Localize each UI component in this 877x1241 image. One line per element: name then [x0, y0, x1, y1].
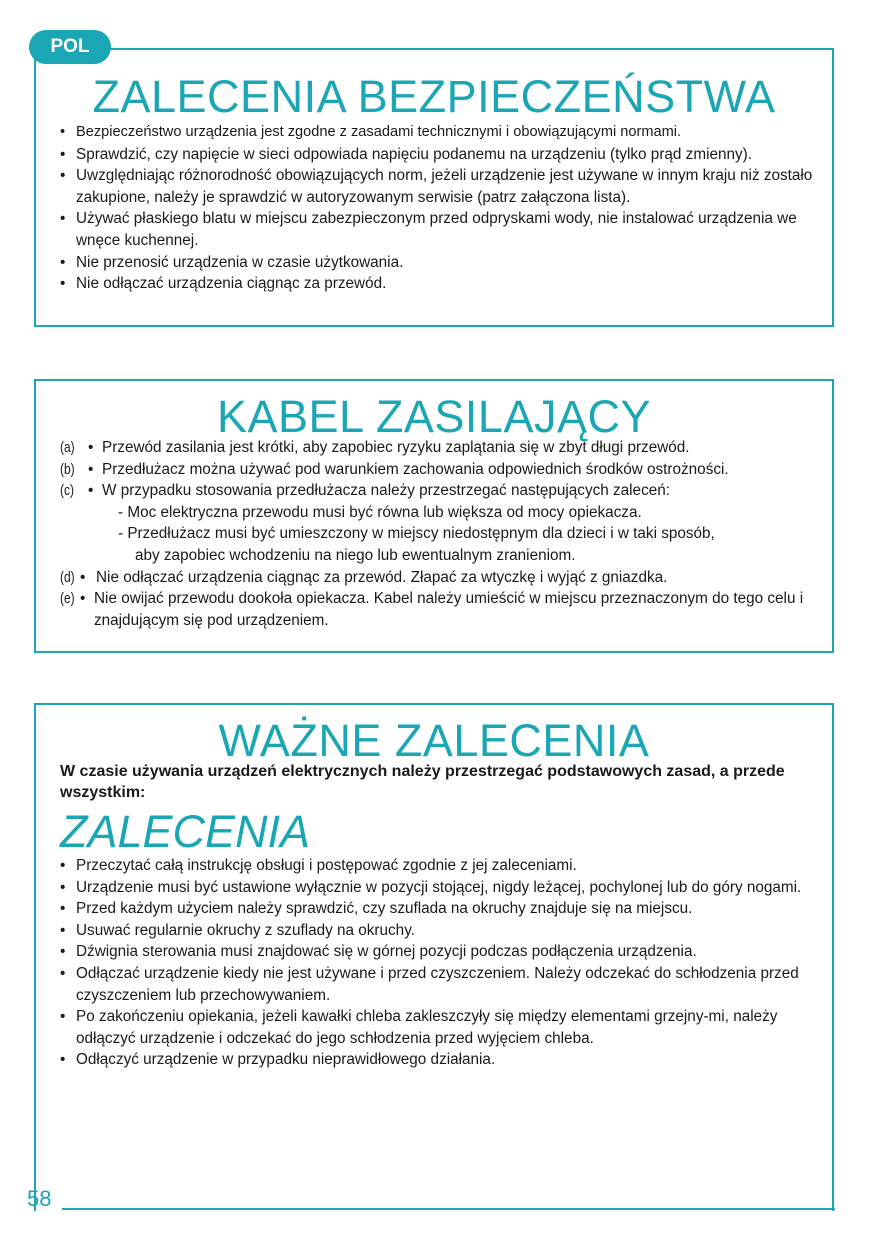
item-label: (d) [60, 568, 75, 586]
item-text: Nie owijać przewodu dookoła opiekacza. Kabel należy umieścić w miejscu przeznaczonym do tego celu i znajdującym się pod urządzeniem. [94, 590, 804, 629]
page-number: 58 [27, 1186, 52, 1211]
list-item: • Dźwignia sterowania musi znajdować się w górnej pozycji podczas podłączenia urządzenia. [60, 941, 830, 963]
list-item [60, 567, 830, 589]
list-item: • Przed każdym użyciem należy sprawdzić, czy szuflada na okruchy znajduje się na miejscu. [60, 898, 830, 920]
important-intro: W czasie używania urządzeń elektrycznych należy przestrzegać podstawowych zasad, a przede wszystkim: [60, 763, 785, 801]
list-subitem: - Moc elektryczna przewodu musi być równa lub większa od mocy opiekacza. [118, 503, 642, 521]
language-badge: POL [29, 30, 111, 64]
important-list [60, 855, 830, 1071]
list-item: • Używać płaskiego blatu w miejscu zabezpieczonym przed odpryskami wody, nie instalować urządzenia we wnęce kuchennej. [60, 208, 825, 251]
bullet: • [88, 439, 94, 456]
list-item [60, 480, 830, 502]
list-item: • Przeczytać całą instrukcję obsługi i postępować zgodnie z jej zaleceniami. [60, 855, 830, 877]
item-text: W przypadku stosowania przedłużacza należy przestrzegać następujących zaleceń: [102, 482, 670, 500]
important-title: WAŻNE ZALECENIA [218, 715, 650, 766]
list-subitem: aby zapobiec wchodzeniu na niego lub ewentualnym zranieniom. [135, 546, 576, 564]
safety-title: ZALECENIA BEZPIECZEŃSTWA [92, 71, 776, 122]
list-item: • Odłączać urządzenie kiedy nie jest używane i przed czyszczeniem. Należy odczekać do schłodzenia przed czyszczeniem lub przechowywaniem. [60, 963, 830, 1006]
item-text: Przewód zasilania jest krótki, aby zapobiec ryzyku zaplątania się w zbyt długi przewód. [102, 439, 690, 456]
bullet: • [80, 568, 86, 586]
cable-section [34, 379, 834, 653]
list-item [60, 588, 830, 631]
item-label: (a) [60, 439, 75, 456]
important-subheading: ZALECENIA [60, 806, 311, 857]
bullet: • [88, 460, 94, 478]
cable-title: KABEL ZASILAJĄCY [216, 391, 651, 442]
list-item: • Nie odłączać urządzenia ciągnąc za przewód. [60, 273, 825, 295]
item-label: (b) [60, 460, 75, 478]
list-item: • Urządzenie musi być ustawione wyłącznie w pozycji stojącej, nigdy leżącej, pochylonej lub do góry nogami. [60, 877, 830, 899]
bottom-rule [62, 1208, 835, 1210]
list-item: • Po zakończeniu opiekania, jeżeli kawałki chleba zakleszczyły się między elementami grzejny-mi, należy odłączyć urządzenie i odczekać do jego schłodzenia przed wyjęciem chleba. [60, 1006, 830, 1049]
important-section [34, 703, 834, 1211]
list-item [60, 459, 830, 481]
list-item [60, 437, 830, 459]
list-subitem: - Przedłużacz musi być umieszczony w miejscy niedostępnym dla dzieci i w taki sposób, [118, 525, 715, 543]
list-item: • Usuwać regularnie okruchy z szuflady na okruchy. [60, 920, 830, 942]
safety-section [34, 48, 834, 327]
list-item: • Odłączyć urządzenie w przypadku nieprawidłowego działania. [60, 1049, 830, 1071]
item-label: (e) [60, 590, 75, 608]
bullet: • [80, 590, 86, 608]
item-text: Przedłużacz można używać pod warunkiem zachowania odpowiednich środków ostrożności. [102, 460, 729, 478]
cable-list [60, 437, 830, 631]
item-text: Nie odłączać urządzenia ciągnąc za przewód. Złapać za wtyczkę i wyjąć z gniazdka. [96, 568, 668, 586]
list-item: • Sprawdzić, czy napięcie w sieci odpowiada napięciu podanemu na urządzeniu (tylko prąd zmienny). [60, 144, 825, 166]
bullet: • [88, 482, 94, 500]
safety-list [60, 122, 825, 295]
item-label: (c) [60, 482, 74, 500]
list-item: • Bezpieczeństwo urządzenia jest zgodne z zasadami technicznymi i obowiązującymi normami. [60, 122, 825, 144]
list-item: • Uwzględniając różnorodność obowiązujących norm, jeżeli urządzenie jest używane w innym kraju niż zostało zakupione, należy je sprawdzić w autoryzowanym serwisie (patrz załączona lista). [60, 165, 825, 208]
list-item: • Nie przenosić urządzenia w czasie użytkowania. [60, 252, 825, 274]
